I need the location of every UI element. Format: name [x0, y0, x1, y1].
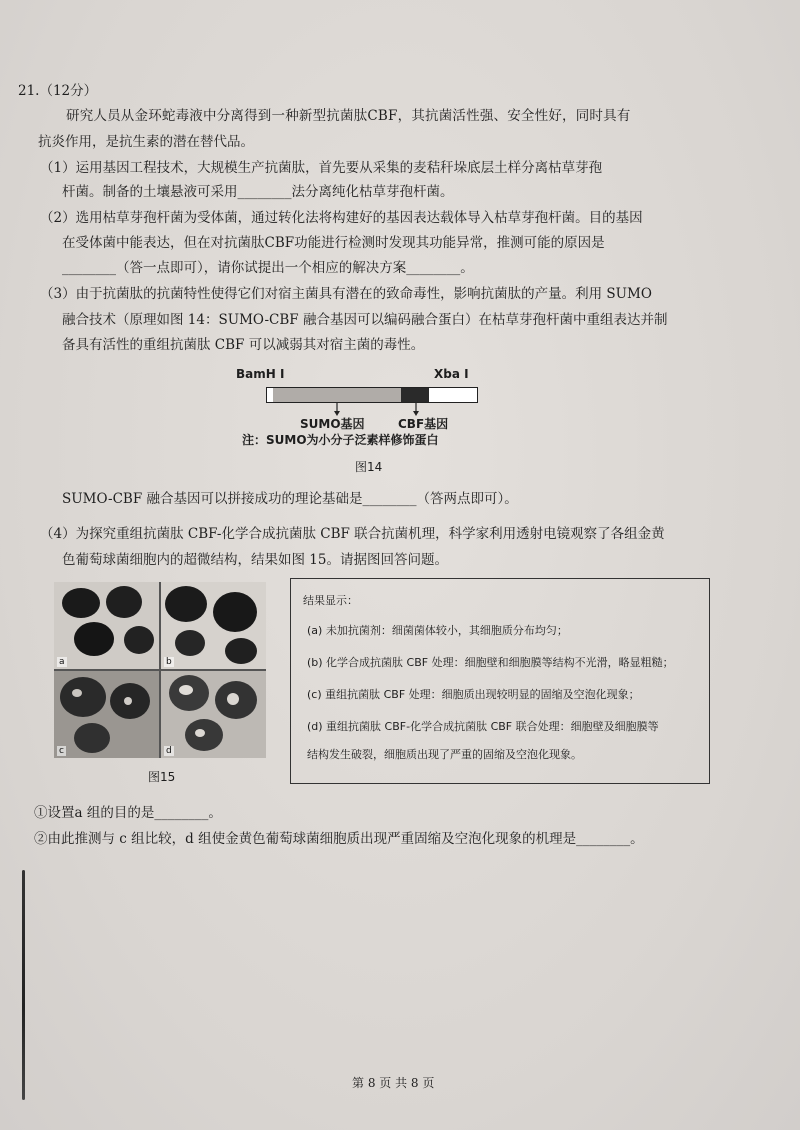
q3-line-2: 融合技术（原理如图 14：SUMO-CBF 融合基因可以编码融合蛋白）在枯草芽孢杆菌中重组表达并制 [62, 312, 668, 328]
cbf-gene-label: CBF基因 [398, 417, 449, 431]
figure-14-caption: 图14 [355, 460, 383, 474]
micrograph-panel-a [54, 582, 159, 669]
panel-label-b: b [166, 657, 172, 667]
panel-label-a: a [59, 657, 65, 667]
q4-line-2: 色葡萄球菌细胞内的超微结构，结果如图 15。请据图回答问题。 [62, 552, 448, 568]
q2-line-1: （2）选用枯草芽孢杆菌为受体菌，通过转化法将构建好的基因表达载体导入枯草芽孢杆菌。目的基因 [40, 210, 643, 226]
micrograph-panel-d [161, 671, 266, 758]
sub-question-2: ②由此推测与 c 组比较，d 组使金黄色葡萄球菌细胞质出现严重固缩及空泡化现象的机理是________。 [34, 831, 644, 847]
panel-label-c: c [59, 746, 64, 756]
question-header: 21.（12分） [18, 83, 98, 99]
intro-line-1: 研究人员从金环蛇毒液中分离得到一种新型抗菌肽CBF，其抗菌活性强、安全性好，同时具有 [66, 108, 631, 124]
panel-label-d: d [166, 746, 172, 756]
result-c: (c) 重组抗菌肽 CBF 处理：细胞质出现较明显的固缩及空泡化现象； [307, 688, 640, 701]
q3-line-1: （3）由于抗菌肽的抗菌特性使得它们对宿主菌具有潜在的致命毒性，影响抗菌肽的产量。利用 SUMO [40, 286, 652, 302]
result-a: (a) 未加抗菌剂：细菌菌体较小，其细胞质分布均匀； [307, 624, 568, 637]
results-box [290, 578, 710, 784]
sub-question-1: ①设置a 组的目的是________。 [34, 805, 222, 821]
q2-line-2: 在受体菌中能表达，但在对抗菌肽CBF功能进行检测时发现其功能异常，推测可能的原因是 [62, 235, 605, 251]
result-b: (b) 化学合成抗菌肽 CBF 处理：细胞壁和细胞膜等结构不光滑，略显粗糙； [307, 656, 674, 669]
q1-line-2: 杆菌。制备的土壤悬液可采用________法分离纯化枯草芽孢杆菌。 [62, 184, 454, 200]
q2-line-3: ________（答一点即可），请你试提出一个相应的解决方案________。 [62, 260, 474, 276]
margin-pen-line [22, 870, 25, 1100]
result-d-line-1: (d) 重组抗菌肽 CBF-化学合成抗菌肽 CBF 联合处理：细胞壁及细胞膜等 [307, 720, 659, 733]
xbai-site-label: Xba I [434, 367, 469, 381]
figure-15-caption: 图15 [148, 770, 176, 784]
bamhi-site-label: BamH I [236, 367, 285, 381]
q3-line-3: 备具有活性的重组抗菌肽 CBF 可以减弱其对宿主菌的毒性。 [62, 337, 425, 353]
figure-14-gene-diagram [236, 365, 506, 455]
micrograph-panel-c [54, 671, 159, 758]
figure-14-note: 注：SUMO为小分子泛素样修饰蛋白 [242, 433, 439, 447]
figure-15-micrographs [54, 582, 266, 758]
page-footer: 第 8 页 共 8 页 [352, 1076, 435, 1090]
intro-line-2: 抗炎作用，是抗生素的潜在替代品。 [38, 134, 254, 150]
q3-line-4: SUMO-CBF 融合基因可以拼接成功的理论基础是________（答两点即可）。 [62, 491, 518, 507]
micrograph-panel-b [161, 582, 266, 669]
result-d-line-2: 结构发生破裂，细胞质出现了严重的固缩及空泡化现象。 [307, 748, 582, 761]
results-title: 结果显示： [303, 594, 358, 607]
q1-line-1: （1）运用基因工程技术，大规模生产抗菌肽，首先要从采集的麦秸秆垛底层土样分离枯草芽孢 [40, 160, 603, 176]
q4-line-1: （4）为探究重组抗菌肽 CBF-化学合成抗菌肽 CBF 联合抗菌机理，科学家利用透射电镜观察了各组金黄 [40, 526, 665, 542]
sumo-gene-label: SUMO基因 [300, 417, 365, 431]
